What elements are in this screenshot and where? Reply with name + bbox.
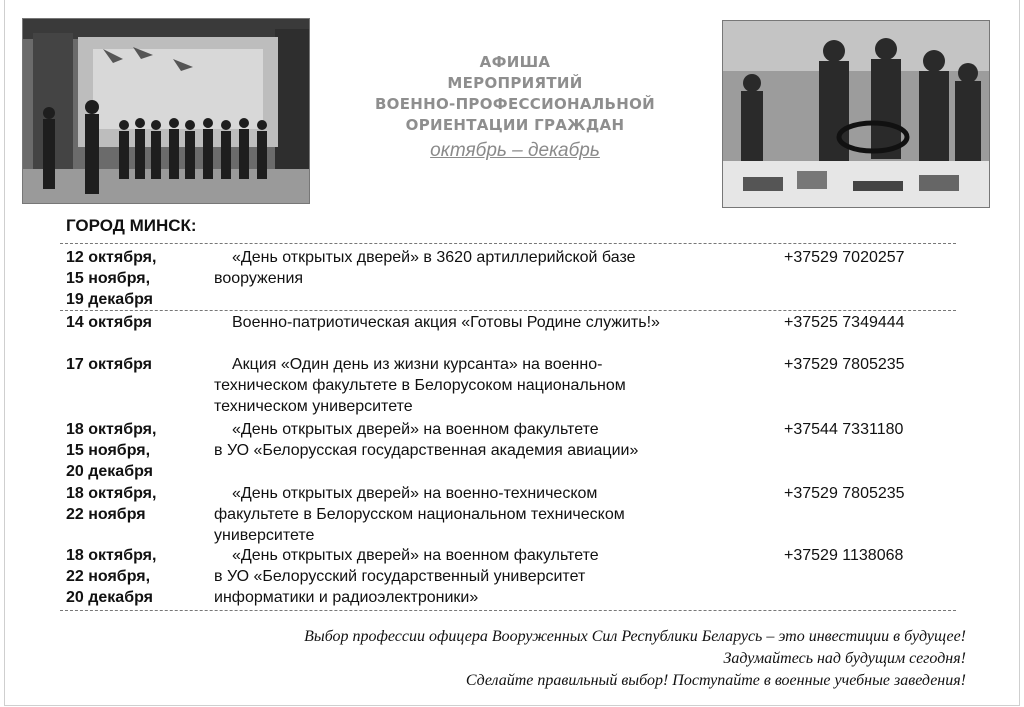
- event-date: 18 октября,: [66, 421, 157, 438]
- event-description-line: информатики и радиоэлектроники»: [214, 589, 479, 606]
- event-date: 15 ноября,: [66, 270, 151, 287]
- event-date: 17 октября: [66, 356, 152, 373]
- event-date: 12 октября,: [66, 249, 157, 266]
- event-phone: +37529 1138068: [784, 547, 904, 564]
- event-phone: +37529 7020257: [784, 249, 905, 266]
- event-description-line: Акция «Один день из жизни курсанта» на военно-: [232, 356, 603, 373]
- city-heading: ГОРОД МИНСК:: [66, 216, 197, 235]
- event-description-line: техническом факультете в Белорусоком национальном: [214, 377, 626, 394]
- event-date: 22 ноября: [66, 506, 146, 523]
- stage-photo: [22, 18, 310, 204]
- title-line: АФИША: [479, 53, 551, 71]
- event-dates: [66, 354, 206, 375]
- footer-line: Сделайте правильный выбор! Поступайте в военные учебные заведения!: [465, 672, 966, 689]
- event-description: [214, 354, 734, 417]
- event-dates: [66, 419, 206, 482]
- footer-line: Задумайтесь над будущим сегодня!: [723, 650, 966, 667]
- event-description: [214, 312, 734, 333]
- event-date: 20 декабря: [66, 589, 153, 606]
- table-rule: [60, 610, 956, 611]
- event-description: [214, 419, 734, 461]
- event-date: 15 ноября,: [66, 442, 151, 459]
- event-description-line: университете: [214, 527, 315, 544]
- event-description-line: факультете в Белорусском национальном техническом: [214, 506, 625, 523]
- stage-photo-drawing: [23, 19, 309, 203]
- exhibition-photo-drawing: [723, 21, 989, 207]
- event-phone: +37544 7331180: [784, 421, 904, 438]
- event-description-line: в УО «Белорусский государственный университет: [214, 568, 586, 585]
- title-line: МЕРОПРИЯТИЙ: [447, 74, 583, 92]
- footer-slogan: [304, 626, 966, 692]
- title-line: ОРИЕНТАЦИИ ГРАЖДАН: [405, 116, 625, 134]
- table-rule: [60, 310, 956, 311]
- event-dates: [66, 247, 206, 310]
- event-dates: [66, 312, 206, 333]
- event-dates: [66, 545, 206, 608]
- exhibition-photo: [722, 20, 990, 208]
- footer-line: Выбор профессии офицера Вооруженных Сил Республики Беларусь – это инвестиции в будущее!: [304, 628, 966, 645]
- title-block: [330, 52, 700, 162]
- event-description-line: «День открытых дверей» на военном факультете: [232, 547, 599, 564]
- table-rule: [60, 243, 956, 244]
- event-description-line: техническом университете: [214, 398, 413, 415]
- event-description-line: «День открытых дверей» в 3620 артиллерийской базе: [232, 249, 636, 266]
- event-description-line: вооружения: [214, 270, 304, 287]
- event-phone: +37529 7805235: [784, 485, 905, 502]
- event-phone: +37525 7349444: [784, 314, 905, 331]
- event-date: 18 октября,: [66, 547, 157, 564]
- event-dates: [66, 483, 206, 525]
- event-description-line: Военно-патриотическая акция «Готовы Родине служить!»: [232, 314, 660, 331]
- event-phone: +37529 7805235: [784, 356, 905, 373]
- event-date: 22 ноября,: [66, 568, 151, 585]
- event-description: [214, 483, 734, 546]
- event-description: [214, 545, 734, 608]
- title-line: ВОЕННО-ПРОФЕССИОНАЛЬНОЙ: [374, 95, 656, 113]
- event-date: 19 декабря: [66, 291, 153, 308]
- event-description-line: «День открытых дверей» на военном факультете: [232, 421, 599, 438]
- period-subtitle: октябрь – декабрь: [430, 140, 600, 161]
- event-date: 14 октября: [66, 314, 152, 331]
- event-description-line: «День открытых дверей» на военно-техническом: [232, 485, 598, 502]
- event-description-line: в УО «Белорусская государственная академия авиации»: [214, 442, 639, 459]
- event-date: 18 октября,: [66, 485, 157, 502]
- event-date: 20 декабря: [66, 463, 153, 480]
- event-description: [214, 247, 734, 289]
